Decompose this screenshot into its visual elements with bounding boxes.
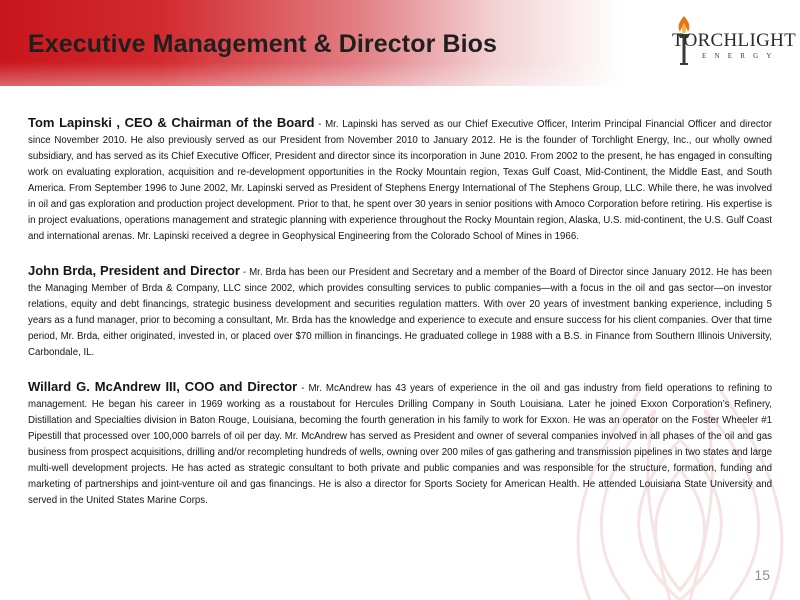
bio-separator: -	[297, 383, 309, 394]
bio-text: Mr. McAndrew has 43 years of experience in the oil and gas industry from field operations to refining to management. He began his career in 1969 working as a roustabout for Hercules Drilling Company in South Louisiana. Later he joined Exxon Corporation’s Refinery, Distillation and Specialties division in Baton Rouge, Louisiana, becoming the fourth generation in his family to work for Exxon. He was an operator on the Foster Wheeler #1 Pipestill that processed over 100,000 barrels of oil per day. Mr. McAndrew has served as President and owner of several companies involved in all phases of the oil and gas business from prospect acquisitions, drilling and/or recompleting hundreds of wells, owning over 200 miles of gas gathering and transmission pipelines in two states and large multi-well development projects. He has acted as strategic consultant to both private and public companies and was responsible for the structure, formation, funding and marketing of partnerships and joint-venture oil and gas financings. He is also a director for Sports Society for American Health. He attended Louisiana State University and served in the United States Marine Corps.	[28, 383, 772, 506]
bio-separator: -	[239, 267, 250, 278]
bios-content	[28, 115, 772, 509]
bio-text: Mr. Brda has been our President and Secretary and a member of the Board of Director since January 2012. He has been the Managing Member of Brda & Company, LLC since 2002, which provides consulting services to public companies—with a focus in the oil and gas sector—on investor relations, equity and debt financings, strategic business development and securities regulation matters. With over 20 years of investment banking experience, including 5 years as a fund manager, prior to becoming a consultant, Mr. Brda has the knowledge and experience to execute and ensure success for his client companies. Over that time period, Mr. Brda, either originated, invested in, or placed over $70 million in financings. He graduated college in 1988 with a B.S. in Finance from Southern Illinois University, Carbondale, IL.	[28, 267, 772, 358]
logo-tagline: ENERGY	[702, 52, 780, 60]
page-title: Executive Management & Director Bios	[28, 30, 498, 58]
bio-name: Tom Lapinski , CEO & Chairman of the Board	[28, 115, 315, 130]
page-number: 15	[754, 567, 770, 583]
bio-paragraph-mcandrew	[28, 379, 772, 509]
bio-name: Willard G. McAndrew III, COO and Director	[28, 379, 298, 394]
bio-name: John Brda, President and Director	[28, 263, 240, 278]
bio-text: Mr. Lapinski has served as our Chief Executive Officer, Interim Principal Financial Officer and director since November 2010. He also previously served as our President from November 2010 to January 2012. He is the founder of Torchlight Energy, Inc., our wholly owned subsidiary, and has served as its Chief Executive Officer, President and director since its incorporation in June 2010. From 2002 to the present, he has engaged in consulting work on evaluating exploration, acquisition and re-development opportunities in the Rocky Mountain region, Texas Gulf Coast, Mid-Continent, the Middle East, and South America. From September 1996 to June 2002, Mr. Lapinski served as President of Stephens Energy International of The Stephens Group, LLC. While there, he was involved in oil and gas exploration and production project development. Prior to that, he spent over 30 years in senior positions with Amoco Corporation before retiring. His expertise is in project evaluations, operations management and strategic planning with experience throughout the Rocky Mountain region, Alaska, U.S. mid-continent, the U.S. Gulf Coast and international arenas. Mr. Lapinski received a degree in Geophysical Engineering from the Colorado School of Mines in 1966.	[28, 119, 772, 242]
torchlight-logo	[672, 14, 797, 70]
bio-paragraph-lapinski	[28, 115, 772, 245]
bio-paragraph-brda	[28, 263, 772, 361]
bio-separator: -	[314, 119, 326, 130]
logo-wordmark: TORCHLIGHT	[672, 30, 797, 51]
